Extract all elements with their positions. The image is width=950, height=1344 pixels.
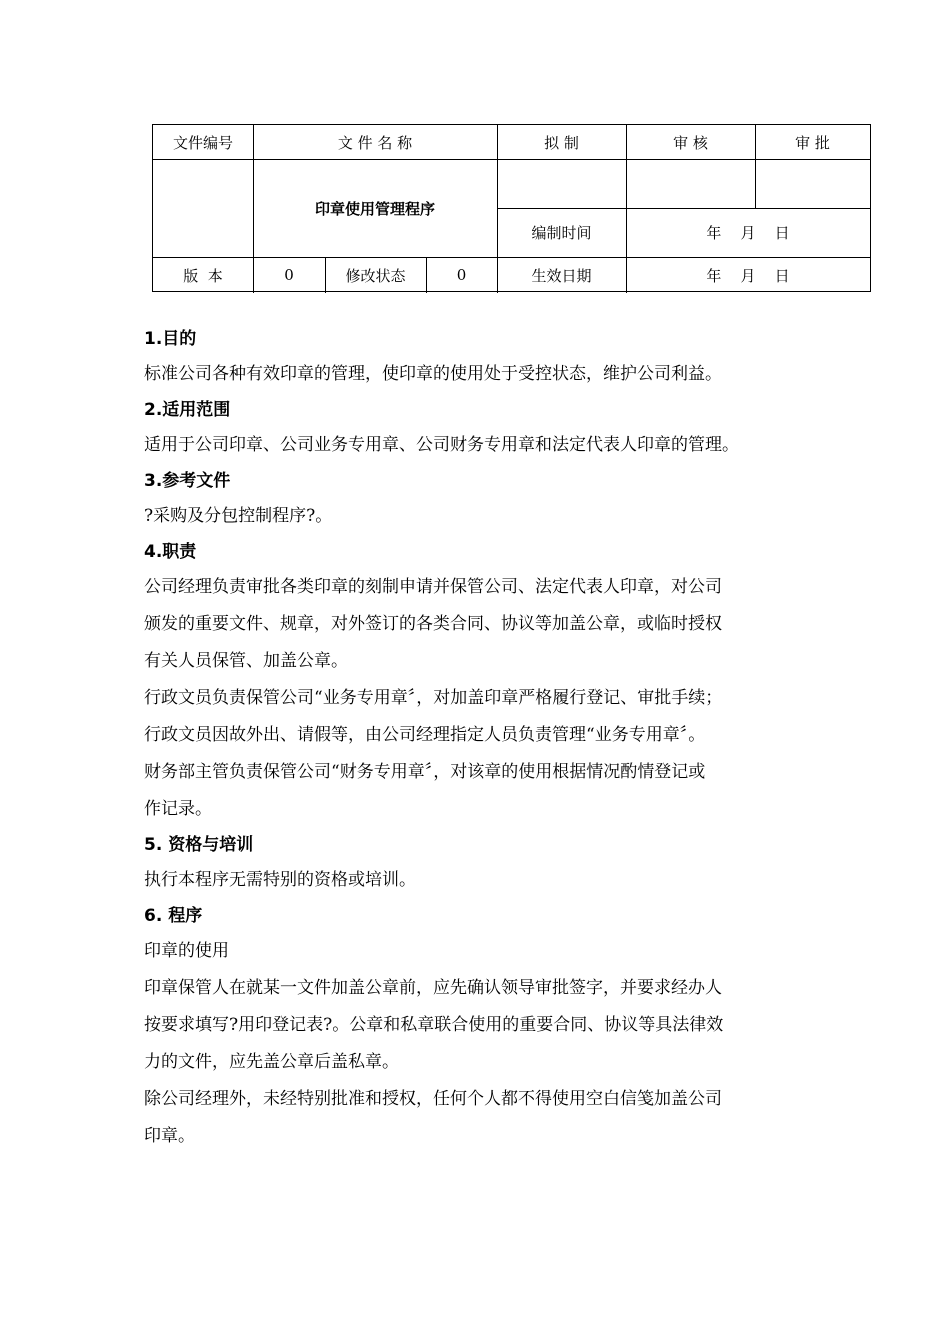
file-name-header: 文 件 名 称 — [337, 133, 413, 152]
section-heading: 1.目的 — [144, 329, 197, 349]
effective-date-label: 生效日期 — [531, 266, 592, 285]
section-heading: 2.适用范围 — [144, 400, 231, 420]
section-heading: 5. 资格与培训 — [144, 835, 254, 855]
paragraph-line: 财务部主管负责保管公司“财务专用章〞，对该章的使用根据情况酌情登记或 — [144, 762, 706, 782]
version-value: 0 — [284, 266, 294, 284]
paragraph-line: 力的文件，应先盖公章后盖私章。 — [144, 1052, 399, 1072]
compile-time-value: 年 月 日 — [706, 224, 790, 242]
section-heading: 4.职责 — [144, 542, 197, 562]
reviewed-by-header: 审 核 — [673, 133, 708, 152]
effective-date-value: 年 月 日 — [706, 266, 790, 285]
section-heading: 3.参考文件 — [144, 471, 231, 491]
paragraph-line: 行政文员负责保管公司“业务专用章〞，对加盖印章严格履行登记、审批手续； — [144, 688, 723, 708]
paragraph-line: 印章的使用 — [144, 941, 229, 961]
drafted-by-header: 拟 制 — [544, 133, 579, 152]
paragraph-line: 按要求填写?用印登记表?。公章和私章联合使用的重要合同、协议等具法律效 — [144, 1015, 724, 1035]
paragraph-line: 执行本程序无需特别的资格或培训。 — [144, 870, 416, 890]
version-label: 版 本 — [183, 266, 223, 285]
section-heading: 6. 程序 — [144, 906, 203, 926]
paragraph-line: 公司经理负责审批各类印章的刻制申请并保管公司、法定代表人印章，对公司 — [144, 577, 722, 597]
revision-status-label: 修改状态 — [345, 266, 406, 285]
header-table — [152, 124, 871, 292]
paragraph-line: 行政文员因故外出、请假等，由公司经理指定人员负责管理“业务专用章〞。 — [144, 725, 706, 745]
approved-by-header: 审 批 — [795, 133, 830, 152]
revision-status-value: 0 — [456, 266, 467, 284]
paragraph-line: 颁发的重要文件、规章，对外签订的各类合同、协议等加盖公章，或临时授权 — [144, 614, 722, 634]
compile-time-label: 编制时间 — [531, 224, 592, 242]
paragraph-line: 作记录。 — [144, 799, 212, 819]
paragraph-line: 适用于公司印章、公司业务专用章、公司财务专用章和法定代表人印章的管理。 — [144, 435, 739, 455]
paragraph-line: 标准公司各种有效印章的管理，使印章的使用处于受控状态，维护公司利益。 — [144, 364, 722, 384]
paragraph-line: 有关人员保管、加盖公章。 — [144, 651, 348, 671]
file-number-header: 文件编号 — [172, 133, 233, 152]
paragraph-line: 印章保管人在就某一文件加盖公章前，应先确认领导审批签字，并要求经办人 — [144, 978, 722, 998]
document-body — [144, 322, 824, 1155]
document-title: 印章使用管理程序 — [314, 199, 435, 218]
paragraph-line: 除公司经理外，未经特别批准和授权，任何个人都不得使用空白信笺加盖公司 — [144, 1089, 722, 1109]
paragraph-line: 印章。 — [144, 1126, 195, 1146]
paragraph-line: ?采购及分包控制程序?。 — [144, 506, 333, 526]
